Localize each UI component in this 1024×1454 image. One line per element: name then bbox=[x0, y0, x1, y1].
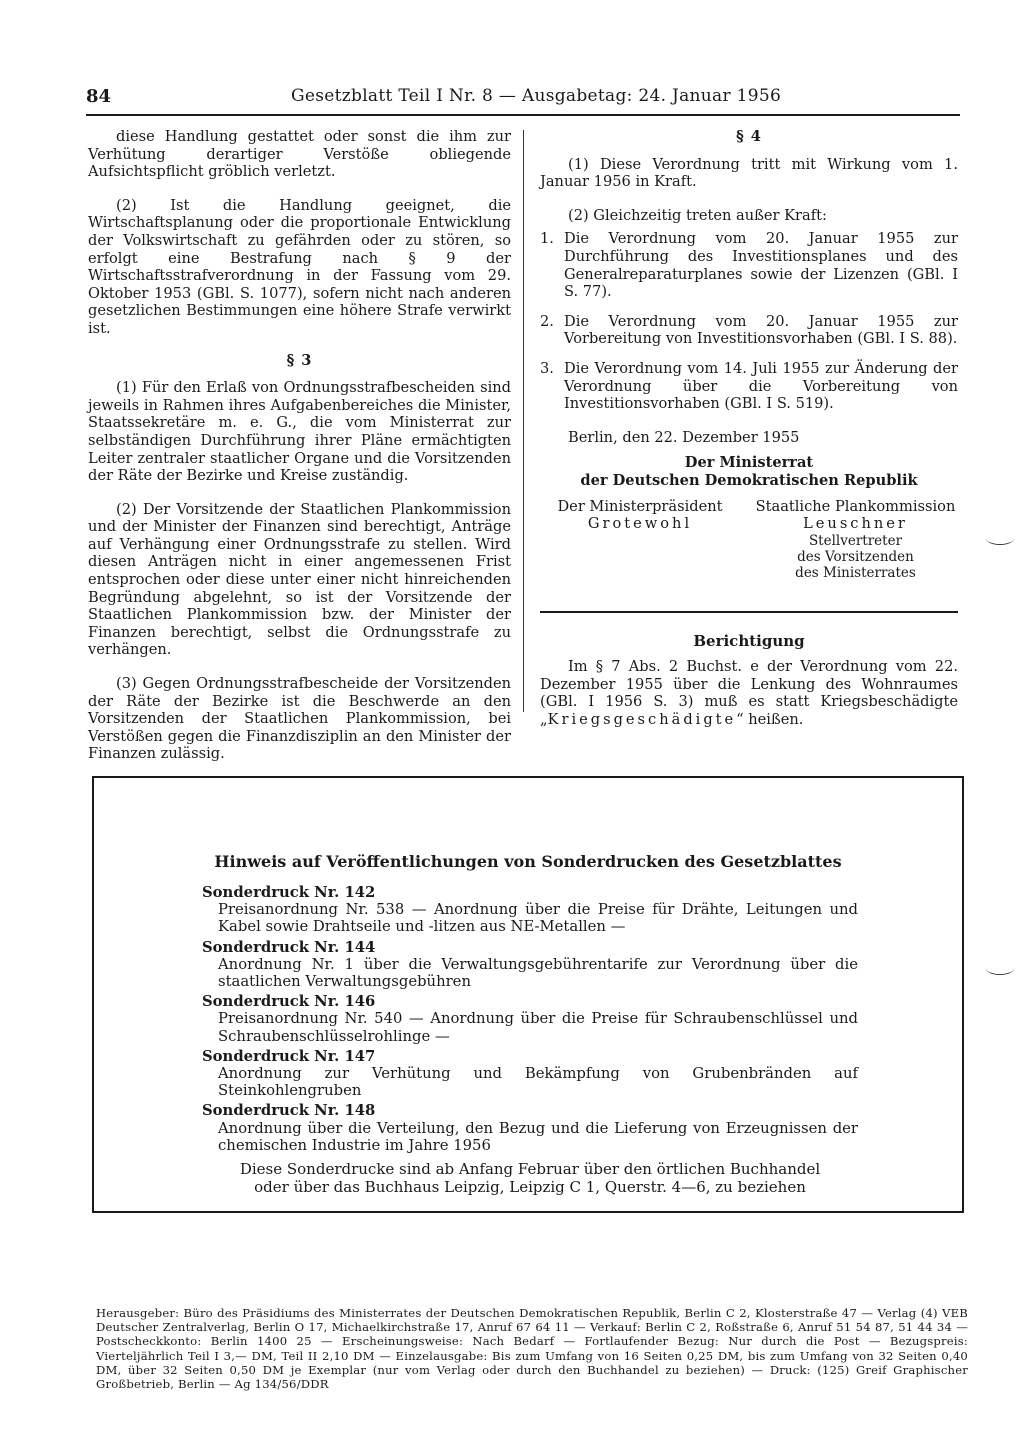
availability-line-2: oder über das Buchhaus Leipzig, Leipzig C 1, Querstr. 4—6, zu beziehen bbox=[254, 1178, 806, 1197]
correction-text-part: “ heißen. bbox=[736, 711, 804, 729]
list-item-text: Die Verordnung vom 20. Januar 1955 zur Durchführung des Investitionsplanes und des Generalreparaturplanes sowie der Lizenzen (GBl. I S. 77). bbox=[564, 230, 958, 301]
special-print-label: Sonderdruck Nr. 142 bbox=[202, 884, 376, 901]
signer-subtitle: Stellvertreter bbox=[808, 532, 903, 549]
signer-role: Der Ministerpräsident bbox=[557, 497, 723, 515]
section-3-paragraph-3: (3) Gegen Ordnungsstrafbescheide der Vorsitzenden der Räte der Bezirke ist die Beschwerde an den Vorsitzenden der Staatlichen Plankommission, bei Verstößen gegen die Finanzdisziplin an den Minister der Finanzen zulässig. bbox=[88, 675, 511, 763]
notice-box bbox=[92, 776, 964, 1213]
right-column bbox=[540, 128, 958, 729]
list-item bbox=[540, 230, 958, 300]
special-print-label: Sonderdruck Nr. 144 bbox=[202, 938, 376, 956]
section-rule bbox=[540, 611, 958, 613]
section-3-heading: § 3 bbox=[286, 351, 313, 369]
authority-line-1: Der Ministerrat bbox=[684, 454, 814, 472]
header-title: Gesetzblatt Teil I Nr. 8 — Ausgabetag: 24. Januar 1956 bbox=[291, 86, 782, 106]
list-item bbox=[540, 313, 958, 348]
special-print-list bbox=[202, 884, 858, 1196]
signer-name: Leuschner bbox=[803, 515, 908, 533]
correction-text-part: Im § 7 Abs. 2 Buchst. e der Verordnung vom 22. Dezember 1955 über die Lenkung des Wohnraumes (GBl. I 1956 S. 3) muß es statt Kriegsbeschädigte „ bbox=[540, 658, 958, 729]
date-line: Berlin, den 22. Dezember 1955 bbox=[568, 428, 800, 446]
special-print-description: Anordnung über die Verteilung, den Bezug und die Lieferung von Erzeugnissen der chemischen Industrie im Jahre 1956 bbox=[218, 1119, 858, 1154]
page-header bbox=[86, 86, 986, 112]
header-rule bbox=[86, 114, 960, 116]
special-print-description: Preisanordnung Nr. 538 — Anordnung über die Preise für Drähte, Leitungen und Kabel sowie Drahtseile und -litzen aus NE-Metallen — bbox=[218, 901, 858, 936]
signature-left bbox=[540, 498, 740, 581]
special-print-label: Sonderdruck Nr. 147 bbox=[202, 1047, 376, 1065]
signer-subtitle: des Vorsitzenden bbox=[797, 548, 914, 565]
signer-role: Staatliche Plankommission bbox=[755, 497, 956, 515]
special-print-label: Sonderdruck Nr. 146 bbox=[202, 993, 376, 1011]
authority-line-2: der Deutschen Demokratischen Republik bbox=[580, 471, 918, 489]
list-item-text: Die Verordnung vom 20. Januar 1955 zur Vorbereitung von Investitionsvorhaben (GBl. I S. 88). bbox=[564, 312, 958, 348]
section-4-heading: § 4 bbox=[736, 128, 762, 145]
availability-line-1: Diese Sonderdrucke sind ab Anfang Februar über den örtlichen Buchhandel bbox=[239, 1160, 821, 1179]
section-3-paragraph-1: (1) Für den Erlaß von Ordnungsstrafbescheiden sind jeweils in Rahmen ihres Aufgabenbereiches die Minister, Staatssekretäre m. e. G., die vom Ministerrat zur selbständigen Durchführung ihrer Pläne ermächtigten Leiter zentraler staatlicher Organe und die Vorsitzenden der Räte der Bezirke und Kreise zuständig. bbox=[88, 379, 511, 485]
list-item bbox=[540, 360, 958, 413]
correction-spaced-word: Kriegsgeschädigte bbox=[547, 711, 737, 729]
publisher-imprint: Herausgeber: Büro des Präsidiums des Ministerrates der Deutschen Demokratischen Republik, Berlin C 2, Klosterstraße 47 — Verlag (4) VEB Deutscher Zentralverlag, Berlin O 17, Michaelkirchstraße 17, Anruf 67 64 11 — Verkauf: Berlin C 2, Roßstraße 6, Anruf 51 54 87, 51 44 34 — Postscheckkonto: Berlin 1400 25 — Erscheinungsweise: Nach Bedarf — Fortlaufender Bezug: Nur durch die Post — Bezugspreis: Vierteljährlich Teil I 3,— DM, Teil II 2,10 DM — Einzelausgabe: Bis zum Umfang von 16 Seiten 0,25 DM, bis zum Umfang von 32 Seiten 0,40 DM, über 32 Seiten 0,50 DM je Exemplar (nur vom Verlag oder durch den Buchhandel zu beziehen) — Druck: (125) Greif Graphischer Großbetrieb, Berlin — Ag 134/56/DDR bbox=[96, 1306, 968, 1392]
section-4-paragraph-1: (1) Diese Verordnung tritt mit Wirkung vom 1. Januar 1956 in Kraft. bbox=[540, 155, 958, 191]
column-divider bbox=[523, 130, 524, 712]
special-print-description: Anordnung Nr. 1 über die Verwaltungsgebührentarife zur Verordnung über die staatlichen Verwaltungsgebühren bbox=[218, 955, 858, 991]
section-4-paragraph-2: (2) Gleichzeitig treten außer Kraft: bbox=[568, 206, 827, 224]
list-item-text: Die Verordnung vom 14. Juli 1955 zur Änderung der Verordnung über die Vorbereitung von Investitionsvorhaben (GBl. I S. 519). bbox=[564, 359, 958, 413]
margin-mark bbox=[986, 962, 1014, 975]
signature-block bbox=[540, 498, 958, 581]
list-item-number: 3. bbox=[540, 359, 554, 377]
signer-name: Grotewohl bbox=[587, 515, 693, 533]
page-number: 84 bbox=[86, 86, 112, 107]
margin-mark bbox=[986, 532, 1014, 545]
left-column bbox=[88, 128, 511, 763]
list-item-number: 1. bbox=[540, 230, 554, 248]
signer-subtitle: des Ministerrates bbox=[795, 564, 916, 581]
section-3-paragraph-2: (2) Der Vorsitzende der Staatlichen Plankommission und der Minister der Finanzen sind berechtigt, Anträge auf Verhängung einer Ordnungsstrafe zu stellen. Wird diesen Anträgen nicht in einer angemessenen Frist entsprochen oder diese unter einer nicht hinreichenden Begründung abgelehnt, so ist der Vorsitzende der Staatlichen Plankommission bzw. der Minister der Finanzen berechtigt, selbst die Ordnungsstrafe zu verhängen. bbox=[88, 500, 511, 659]
paragraph-2: (2) Ist die Handlung geeignet, die Wirtschaftsplanung oder die proportionale Entwicklung der Volkswirtschaft zu gefährden oder zu stören, so erfolgt eine Bestrafung nach § 9 der Wirtschaftsstrafverordnung in der Fassung vom 29. Oktober 1953 (GBl. S. 1077), sofern nicht nach anderen gesetzlichen Bestimmungen eine höhere Strafe verwirkt ist. bbox=[88, 196, 511, 337]
special-print-description: Anordnung zur Verhütung und Bekämpfung von Grubenbränden auf Steinkohlengruben bbox=[218, 1065, 858, 1100]
correction-text bbox=[540, 658, 958, 728]
special-print-label: Sonderdruck Nr. 148 bbox=[202, 1102, 376, 1120]
notice-title: Hinweis auf Veröffentlichungen von Sonderdrucken des Gesetzblattes bbox=[214, 852, 842, 871]
continuation-paragraph: diese Handlung gestattet oder sonst die ihm zur Verhütung derartiger Verstöße obliegende Aufsichtspflicht gröblich verletzt. bbox=[88, 128, 511, 181]
correction-title: Berichtigung bbox=[693, 631, 805, 650]
signature-right bbox=[753, 498, 958, 581]
list-item-number: 2. bbox=[540, 312, 554, 330]
special-print-description: Preisanordnung Nr. 540 — Anordnung über die Preise für Schraubenschlüssel und Schraubenschlüsselrohlinge — bbox=[218, 1010, 858, 1045]
